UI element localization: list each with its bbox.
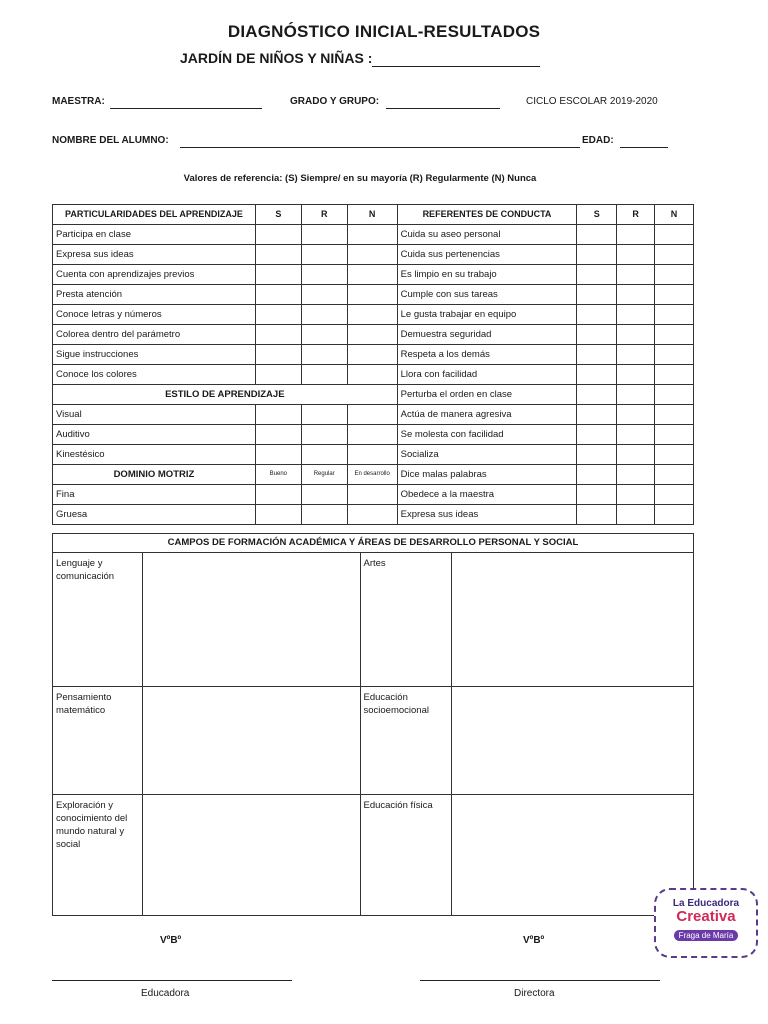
field-socioemocional-label: Educación socioemocional [360, 687, 452, 795]
check-cell[interactable] [655, 365, 694, 385]
field-lenguaje-label: Lenguaje y comunicación [53, 553, 143, 687]
check-cell[interactable] [347, 265, 397, 285]
table-header-row [53, 205, 694, 225]
table-row [53, 465, 694, 485]
signature-label-educadora: Educadora [141, 988, 190, 999]
check-cell[interactable] [301, 285, 347, 305]
check-cell[interactable] [655, 465, 694, 485]
motriz-item: Gruesa [53, 505, 256, 525]
table-row [53, 485, 694, 505]
check-cell[interactable] [301, 305, 347, 325]
logo-line2: Creativa [676, 908, 736, 925]
estilo-item: Auditivo [53, 425, 256, 445]
check-cell[interactable] [655, 445, 694, 465]
estilo-item: Kinestésico [53, 445, 256, 465]
col-s-header: S [577, 205, 617, 225]
right-item: Llora con facilidad [397, 365, 577, 385]
field-lenguaje-area[interactable] [142, 553, 360, 687]
right-item: Perturba el orden en clase [397, 385, 577, 405]
right-item: Dice malas palabras [397, 465, 577, 485]
signature-line-right [420, 980, 660, 981]
field-artes-label: Artes [360, 553, 452, 687]
field-pensamiento-label: Pensamiento matemático [53, 687, 143, 795]
field-pensamiento-area[interactable] [142, 687, 360, 795]
right-item: Se molesta con facilidad [397, 425, 577, 445]
check-cell[interactable] [577, 325, 617, 345]
table-row [53, 265, 694, 285]
page-subtitle: JARDÍN DE NIÑOS Y NIÑAS : [180, 50, 373, 66]
check-cell[interactable] [655, 325, 694, 345]
vobo-right: VºBº [523, 935, 545, 946]
check-cell[interactable] [347, 425, 397, 445]
field-artes-area[interactable] [452, 553, 694, 687]
check-cell[interactable] [577, 265, 617, 285]
check-cell[interactable] [655, 305, 694, 325]
check-cell[interactable] [617, 505, 655, 525]
check-cell[interactable] [655, 485, 694, 505]
field-exploracion-label: Exploración y conocimiento del mundo natural y social [53, 795, 143, 916]
estilo-header: ESTILO DE APRENDIZAJE [53, 385, 398, 405]
check-cell[interactable] [255, 305, 301, 325]
page-title: DIAGNÓSTICO INICIAL-RESULTADOS [227, 22, 541, 41]
check-cell[interactable] [655, 425, 694, 445]
check-cell[interactable] [255, 445, 301, 465]
right-item: Socializa [397, 445, 577, 465]
estilo-item: Visual [53, 405, 256, 425]
check-cell[interactable] [617, 305, 655, 325]
logo-line3: Fraga de María [674, 930, 739, 941]
alumno-blank-line [180, 147, 580, 148]
maestra-label: MAESTRA: [52, 96, 105, 107]
check-cell[interactable] [347, 445, 397, 465]
table-row [53, 245, 694, 265]
col-n-header: N [347, 205, 397, 225]
col-s-header: S [255, 205, 301, 225]
col-n-header: N [655, 205, 694, 225]
col-r-header: R [301, 205, 347, 225]
alumno-label: NOMBRE DEL ALUMNO: [52, 135, 169, 146]
check-cell[interactable] [577, 305, 617, 325]
left-header: PARTICULARIDADES DEL APRENDIZAJE [53, 205, 256, 225]
right-item: Demuestra seguridad [397, 325, 577, 345]
check-cell[interactable] [255, 365, 301, 385]
right-item: Cuida su aseo personal [397, 225, 577, 245]
field-exploracion-area[interactable] [142, 795, 360, 916]
check-cell[interactable] [617, 285, 655, 305]
check-cell[interactable] [655, 245, 694, 265]
check-cell[interactable] [577, 505, 617, 525]
check-cell[interactable] [255, 225, 301, 245]
edad-blank-line [620, 147, 668, 148]
check-cell[interactable] [577, 385, 617, 405]
check-cell[interactable] [577, 445, 617, 465]
right-item: Le gusta trabajar en equipo [397, 305, 577, 325]
check-cell[interactable] [301, 245, 347, 265]
table-row [53, 553, 694, 687]
check-cell[interactable] [617, 325, 655, 345]
check-cell[interactable] [301, 425, 347, 445]
assessment-table [52, 204, 694, 525]
check-cell[interactable] [347, 405, 397, 425]
grado-label: GRADO Y GRUPO: [290, 96, 380, 107]
check-cell[interactable] [255, 485, 301, 505]
check-cell[interactable] [255, 345, 301, 365]
check-cell[interactable] [617, 465, 655, 485]
table-row [53, 285, 694, 305]
check-cell[interactable] [577, 405, 617, 425]
check-cell[interactable] [347, 305, 397, 325]
check-cell[interactable] [255, 285, 301, 305]
check-cell[interactable] [617, 445, 655, 465]
right-item: Expresa sus ideas [397, 505, 577, 525]
table-row [53, 405, 694, 425]
check-cell[interactable] [347, 225, 397, 245]
right-item: Cumple con sus tareas [397, 285, 577, 305]
check-cell[interactable] [655, 505, 694, 525]
check-cell[interactable] [577, 285, 617, 305]
reference-values: Valores de referencia: (S) Siempre/ en su mayoría (R) Regularmente (N) Nunca [183, 173, 537, 184]
table-row [53, 305, 694, 325]
signature-line-left [52, 980, 292, 981]
check-cell[interactable] [617, 265, 655, 285]
check-cell[interactable] [617, 485, 655, 505]
table-row [53, 687, 694, 795]
check-cell[interactable] [301, 225, 347, 245]
check-cell[interactable] [617, 365, 655, 385]
check-cell[interactable] [301, 505, 347, 525]
check-cell[interactable] [617, 385, 655, 405]
check-cell[interactable] [577, 225, 617, 245]
fields-header: CAMPOS DE FORMACIÓN ACADÉMICA Y ÁREAS DE DESARROLLO PERSONAL Y SOCIAL [53, 534, 694, 553]
table-row [53, 325, 694, 345]
left-item: Presta atención [53, 285, 256, 305]
check-cell[interactable] [577, 425, 617, 445]
check-cell[interactable] [655, 225, 694, 245]
check-cell[interactable] [655, 385, 694, 405]
check-cell[interactable] [577, 465, 617, 485]
check-cell[interactable] [347, 285, 397, 305]
check-cell[interactable] [655, 345, 694, 365]
motriz-col-desarrollo: En desarrollo [347, 465, 397, 485]
field-fisica-label: Educación física [360, 795, 452, 916]
left-item: Conoce letras y números [53, 305, 256, 325]
check-cell[interactable] [577, 345, 617, 365]
check-cell[interactable] [301, 485, 347, 505]
maestra-blank-line [110, 108, 262, 109]
table-row [53, 445, 694, 465]
left-item: Sigue instrucciones [53, 345, 256, 365]
check-cell[interactable] [301, 365, 347, 385]
motriz-col-regular: Regular [301, 465, 347, 485]
check-cell[interactable] [255, 245, 301, 265]
formative-fields-table [52, 533, 694, 916]
check-cell[interactable] [347, 245, 397, 265]
check-cell[interactable] [655, 405, 694, 425]
check-cell[interactable] [301, 405, 347, 425]
ciclo-label: CICLO ESCOLAR 2019-2020 [526, 96, 658, 107]
check-cell[interactable] [617, 345, 655, 365]
right-item: Es limpio en su trabajo [397, 265, 577, 285]
table-row [53, 505, 694, 525]
left-item: Conoce los colores [53, 365, 256, 385]
check-cell[interactable] [347, 365, 397, 385]
check-cell[interactable] [301, 445, 347, 465]
check-cell[interactable] [255, 325, 301, 345]
jardin-blank-line [372, 66, 540, 67]
check-cell[interactable] [301, 325, 347, 345]
check-cell[interactable] [577, 245, 617, 265]
check-cell[interactable] [301, 265, 347, 285]
motriz-col-bueno: Bueno [255, 465, 301, 485]
logo [654, 888, 758, 958]
check-cell[interactable] [617, 405, 655, 425]
check-cell[interactable] [655, 265, 694, 285]
check-cell[interactable] [347, 345, 397, 365]
check-cell[interactable] [347, 325, 397, 345]
check-cell[interactable] [301, 345, 347, 365]
col-r-header: R [617, 205, 655, 225]
check-cell[interactable] [577, 365, 617, 385]
check-cell[interactable] [255, 405, 301, 425]
left-item: Participa en clase [53, 225, 256, 245]
check-cell[interactable] [617, 425, 655, 445]
check-cell[interactable] [255, 505, 301, 525]
left-item: Expresa sus ideas [53, 245, 256, 265]
table-row [53, 795, 694, 916]
fields-header-row [53, 534, 694, 553]
check-cell[interactable] [655, 285, 694, 305]
table-row [53, 345, 694, 365]
edad-label: EDAD: [582, 135, 614, 146]
table-row [53, 425, 694, 445]
left-item: Cuenta con aprendizajes previos [53, 265, 256, 285]
right-item: Respeta a los demás [397, 345, 577, 365]
right-item: Actúa de manera agresiva [397, 405, 577, 425]
right-item: Cuida sus pertenencias [397, 245, 577, 265]
right-item: Obedece a la maestra [397, 485, 577, 505]
table-row [53, 365, 694, 385]
check-cell[interactable] [347, 505, 397, 525]
right-header: REFERENTES DE CONDUCTA [397, 205, 577, 225]
table-row [53, 385, 694, 405]
check-cell[interactable] [617, 225, 655, 245]
check-cell[interactable] [347, 485, 397, 505]
vobo-left: VºBº [160, 935, 182, 946]
motriz-header: DOMINIO MOTRIZ [53, 465, 256, 485]
check-cell[interactable] [617, 245, 655, 265]
check-cell[interactable] [577, 485, 617, 505]
motriz-item: Fina [53, 485, 256, 505]
check-cell[interactable] [255, 265, 301, 285]
table-row [53, 225, 694, 245]
signature-label-directora: Directora [514, 988, 555, 999]
grado-blank-line [386, 108, 500, 109]
logo-line1: La Educadora [672, 898, 740, 909]
left-item: Colorea dentro del parámetro [53, 325, 256, 345]
field-socioemocional-area[interactable] [452, 687, 694, 795]
check-cell[interactable] [255, 425, 301, 445]
